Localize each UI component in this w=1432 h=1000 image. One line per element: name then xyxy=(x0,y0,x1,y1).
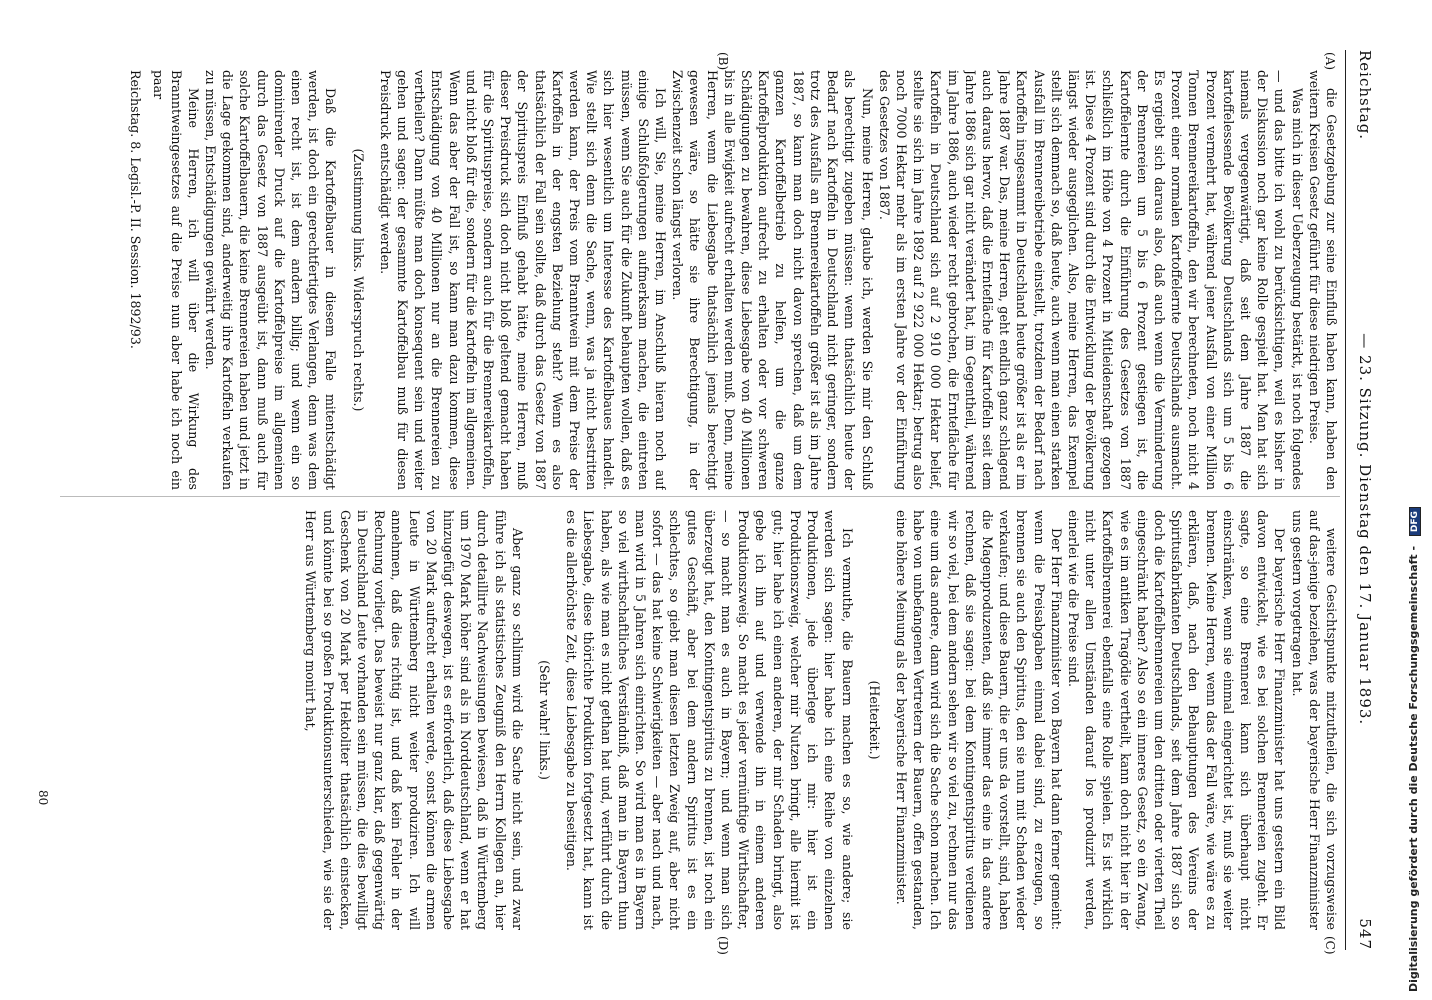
right-interjection: (Heiterkeit.) xyxy=(866,680,882,760)
left-paragraph: Meine Herren, ich will über die Wirkung des Branntweingesetzes auf die Preise nun aber habe ich noch ein paar xyxy=(151,70,201,490)
right-paragraph: Der Herr Finanzminister von Bayern hat dann ferner gemeint: wenn die Preisabgaben einmal dabei sind, zu erzeugen, so brennen sie auch den Spiritus, den sie nun mit Schaden wieder verkaufen; und diese Bauern, die er uns da vorstellt, sind, haben die Magenproduzenten, daß sie immer das eine in das andere rechnen, daß sie sagen: bei dem Kontingentspiritus verdienen wir so viel, bei dem andern sehen wir so viel zu, rechnen nur das eine um das andere, dann wird sich die Sache schon machen. Ich habe von unbefangenen Vertretern der Bauern, offen gestanden, eine höhere Meinung als der bayerische Herr Finanzminister. xyxy=(893,510,1064,930)
margin-marker-c: (C) xyxy=(1323,936,1337,955)
column-divider xyxy=(60,496,1340,497)
header-page-number: 547 xyxy=(1356,918,1374,950)
dfg-logo: DFG xyxy=(1409,507,1421,536)
left-paragraph: Nun, meine Herren, glaube ich, werden Sie mir den Schluß als berechtigt zugeben müssen: wenn thatsächlich heute der Bedarf nach Kartoffeln in Deutschland nicht geringer, sondern trotz des Ausfalls an Brennereikartoffeln größer ist als im Jahre 1887, so kann man doch nicht davon sprechen, daß um dem ganzen Kartoffelbetrieb zu helfen, um die ganze Kartoffelproduktion aufrecht zu erhalten oder vor schweren Schädigungen zu bewahren, diese Liebesgabe von 40 Millionen bis in alle Ewigkeit aufrecht erhalten werden muß. Denn, meine Herren, wenn die Liebesgabe thatsächlich jemals berechtigt gewesen wäre, so hätte sie ihre Berechtigung, in der Zwischenzeit schon längst verloren. xyxy=(670,70,875,490)
right-column xyxy=(60,510,1340,930)
left-paragraph: Was mich in dieser Ueberzeugung bestärkt, ist noch folgendes — und das bitte ich wohl zu berücksichtigen, weil es bisher in der Diskussion noch gar keine Rolle gespielt hat. Man hat sich niemals vergegenwärtigt, daß seit dem Jahre 1887 die kartoffelessende Bevölkerung Deutschlands sich um 5 bis 6 Prozent vermehrt hat, während jener Ausfall von einer Million Tonnen Brennereikartoffeln, den wir berechneten, noch nicht 4 Prozent einer normalen Kartoffelernte Deutschlands ausmacht. Es ergiebt sich daraus also, daß auch wenn die Verminderung der Brennereien um 5 bis 6 Prozent gestiegen ist, die Kartoffelernte durch die Einführung des Gesetzes von 1887 schließlich im Höhe von 4 Prozent in Mitleidenschaft gezogen ist. Diese 4 Prozent sind durch die Entwicklung der Bevölkerung längst wieder ausgeglichen. Also, meine Herren, das Exempel stellt sich demnach so, daß heute, auch wenn man einen starken Ausfall im Brennereibetriebe einstellt, trotzdem der Bedarf nach Kartoffeln insgesammt in Deutschland heute größer ist als er im Jahre 1887 war. Das, meine Herren, geht endlich ganz schlagend auch daraus hervor, daß die Erntefläche für Kartoffeln seit dem Jahre 1886 sich gar nicht verändert hat, im Gegentheil, während im Jahre 1886, auch wieder recht gebrochen, die Erntefläche für Kartoffeln in Deutschland sich auf 2 910 000 Hektar belief, stellte sie sich im Jahre 1892 auf 2 922 000 Hektar; betrug also noch 7000 Hektar mehr als im ersten Jahre vor der Einführung des Gesetzes von 1887. xyxy=(876,70,1305,490)
header-left: Reichstag. xyxy=(1356,50,1374,141)
right-interjection: (Sehr wahr! links.) xyxy=(537,660,553,780)
right-paragraph: Der bayerische Herr Finanzminister hat uns gestern ein Bild davon entwickelt, wie es bei solchen Brennereien zugeht. Er sagte, so eine Brennerei kann sich überhaupt nicht einschränken, wenn sie einmal eingerichtet ist, muß sie weiter brennen. Meine Herren, wenn das der Fall wäre, wie wäre es zu erklären, daß, nach den Behauptungen des Vereins der Spiritusfabrikanten Deutschlands, seit dem Jahre 1887 sich so doch die Kartoffelbrennereien um den dritten oder vierten Theil eingeschränkt haben? Also so ein inneres Gesetz, so ein Zwang, wie es im antiken Tragödie vertheilt, kann doch nicht hier in der Kartoffelbrennerei ebenfalls eine Rolle spielen. Es ist wirklich nicht unter allen Umständen darauf los produzirt werden, einerlei wie die Preise sind. xyxy=(1065,510,1288,930)
left-column-footer: Reichstag. 8. Legisl.-P. II. Session. 1892/93. xyxy=(128,70,144,349)
page-header xyxy=(1345,50,1374,950)
left-paragraph: Ich will, Sie, meine Herren, im Anschluß hieran noch auf einige Schlußfolgerungen aufmerksam machen, die eintreten müssen, wenn Sie auch für die Zukunft behaupten wollen, daß es sich hier wesentlich um Interesse des Kartoffelbaues handelt. Wie stellt sich denn die Sache, wenn, was ja nicht bestritten werden kann, der Preis vom Branntwein mit dem Preise der Kartoffeln in der engsten Beziehung steht? Wenn es also thatsächlich der Fall sein sollte, daß durch das Gesetz von 1887 der Spirituspreis Einfluß gehabt hätte, meine Herren, muß dieser Preisdruck sich doch nicht bloß geltend gemacht haben für die Spirituspreise, sondern auch für die Brennereikartoffeln, und nicht bloß für die, sondern für die Kartoffeln im allgemeinen. Wenn das aber der Fall ist, so kann man dazu kommen, diese Entschädigung von 40 Millionen nur an die Brennereien zu vertheilen? Dann müßte man doch konsequent sein und weiter gehen und sagen: der gesammte Kartoffelbau muß für diesen Preisdruck entschädigt werden. xyxy=(377,70,669,490)
header-session: — 23. Sitzung. xyxy=(1356,333,1374,459)
margin-marker-d: (D) xyxy=(716,936,730,955)
left-paragraph: die Gesetzgebung zur seine Einfluß haben kann, haben den weitern Kreisen Gesetz geführt für diese niedrigen Preise. xyxy=(1306,70,1339,490)
margin-marker-b: (B) xyxy=(716,52,730,71)
header-center xyxy=(1356,140,1374,918)
right-paragraph: Aber ganz so schlimm wird die Sache nicht sein, und zwar führe ich als statistisches Zeugniß den Herrn Kollegen an, hier durch detaillirte Nachweisungen bewiesen, daß in Württemberg um 1970 Mark höher sind als in Norddeutschland, wenn er hat hinzugefügt deswegen, ist es erforderlich, daß diese Liebesgabe von 20 Mark aufrecht erhalten werde, sonst können die armen Leute in Württemberg nicht weiter produziren. Ich will annehmen, daß dies richtig ist, und daß kein Fehler in der Rechnung vorliegt. Das beweist nur ganz klar, daß gegenwärtig in Deutschland Leute vorhanden sein müssen, die dies bewilligt Geschenk von 20 Mark per Hektoliter thatsächlich einstecken, und könnte bei so großen Produktionsunterschieden, wie sie der Herr aus Württemberg monirt hat, xyxy=(303,510,525,930)
digitization-text: Digitalisierung gefördert durch die Deutsche Forschungsgemeinschaft - xyxy=(1407,545,1420,992)
left-interjection: (Zustimmung links. Widerspruch rechts.) xyxy=(350,148,366,412)
left-paragraph: Daß die Kartoffelbauer in diesem Falle mitentschädigt werden, ist doch ein gerechtfertigtes Verlangen, denn was dem einen recht ist, ist dem andern billig; und wenn ein so dominirender Druck auf die Kartoffelpreise im allgemeinen durch das Gesetz von 1887 ausgeübt ist, dann muß auch für solche Kartoffelbauern, die keine Brennereien haben und jetzt in die Lage gekommen sind, anderweitig ihre Kartoffeln verkaufen zu müssen, Entschädigungen gewährt werden. xyxy=(203,70,339,490)
signature-number: 80 xyxy=(36,790,50,806)
header-date: Dienstag den 17. Januar 1893. xyxy=(1356,464,1374,726)
margin-marker-a: (A) xyxy=(1323,52,1337,71)
right-paragraph: weitere Gesichtspunkte mitzutheilen, die sich vorzugsweise auf das-jenige beziehen, was der bayerische Herr Finanzminister uns gestern vorgetragen hat. xyxy=(1289,510,1339,930)
left-column xyxy=(60,70,1340,490)
right-paragraph: Ich vermuthe, die Bauern machen es so, wie andere; sie werden sich sagen: hier habe ich eine Reihe von einzelnen Produktionen, jede überlege ich mir: hier ist ein Produktionszweig, welcher mir Nutzen bringt, alle hiermit ist gut; hier habe ich einen anderen, der mir Schaden bringt, also gebe ich ihn auf und verwende ihn in einem anderen Produktionszweig. So macht es jeder vernünftige Wirthschafter, — so macht man es auch in Bayern; und wenn man sich überzeugt hat, den Kontingentspiritus zu brennen, ist noch ein gutes Geschäft, aber bei dem andern Spiritus ist es ein schlechtes, so giebt man diesen letzten Zweig auf, aber nicht sofort — das hat keine Schwierigkeiten — aber nach und nach, man wird in 5 Jahren sich einrichten. So wird man es in Bayern so viel wirthschaftliches Verständniß, daß man in Bayern thun haben, als wie man es nicht gethan hat und, verführt durch die Liebesgabe, diese thörichte Produktion fortgesetzt hat, kann ist es die allerhöchste Zeit, diese Liebesgabe zu beseitigen. xyxy=(564,510,855,930)
